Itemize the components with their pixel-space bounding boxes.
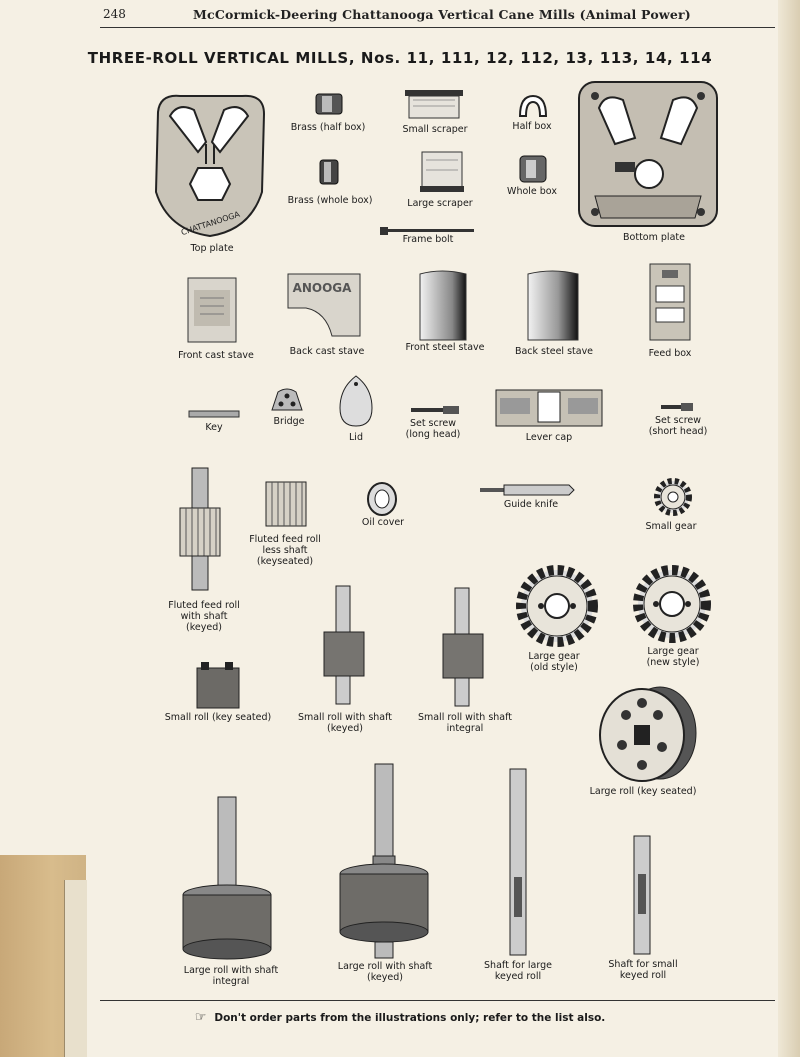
large-roll-shaft-keyed-illustration	[336, 762, 432, 960]
label-large-roll-shaft-integral: Large roll with shaft integral	[183, 965, 279, 987]
label-whole-box: Whole box	[507, 186, 557, 197]
half-box-illustration	[516, 94, 550, 118]
label-small-roll-key-seated: Small roll (key seated)	[164, 712, 272, 723]
back-steel-stave-illustration	[526, 268, 580, 342]
small-roll-shaft-integral-illustration	[441, 586, 485, 708]
label-feed-box: Feed box	[648, 348, 692, 359]
footer-note	[0, 1010, 800, 1025]
label-fluted-less-shaft: Fluted feed roll less shaft (keyseated)	[249, 534, 321, 567]
shaft-small-keyed-roll-illustration	[630, 834, 654, 956]
fluted-feed-roll-with-shaft-illustration	[178, 466, 222, 592]
small-scraper-illustration	[403, 88, 465, 120]
large-roll-shaft-integral-illustration	[180, 795, 274, 961]
label-shaft-small-keyed-roll: Shaft for small keyed roll	[608, 959, 678, 981]
footer-note-text: Don't order parts from the illustrations only; refer to the list also.	[214, 1012, 606, 1024]
label-large-gear-new: Large gear (new style)	[646, 646, 700, 668]
large-roll-key-seated-illustration	[596, 685, 700, 783]
label-small-roll-shaft-integral: Small roll with shaft integral	[417, 712, 513, 734]
brass-whole-box-illustration	[318, 158, 340, 186]
set-screw-short-illustration	[660, 402, 696, 412]
front-cast-stave-illustration	[186, 276, 238, 344]
label-set-screw-long: Set screw (long head)	[405, 418, 461, 440]
fluted-feed-roll-less-shaft-illustration	[264, 478, 308, 528]
label-large-roll-shaft-keyed: Large roll with shaft (keyed)	[337, 961, 433, 983]
pointing-hand-icon: ☞	[194, 1010, 207, 1025]
guide-knife-illustration	[479, 483, 575, 497]
label-frame-bolt: Frame bolt	[402, 234, 454, 245]
small-roll-key-seated-illustration	[195, 660, 241, 710]
lid-illustration	[338, 374, 374, 428]
label-small-scraper: Small scraper	[402, 124, 468, 135]
large-scraper-illustration	[418, 150, 466, 194]
back-cast-stave-illustration	[286, 272, 362, 338]
large-gear-new-illustration	[630, 562, 714, 646]
brass-half-box-illustration	[314, 92, 344, 116]
scan-right-edge	[778, 0, 800, 1057]
label-key: Key	[205, 422, 223, 433]
label-large-roll-key-seated: Large roll (key seated)	[589, 786, 697, 797]
label-set-screw-short: Set screw (short head)	[648, 415, 708, 437]
scan-page-edge	[64, 880, 87, 1057]
lever-cap-illustration	[494, 386, 604, 430]
label-back-steel-stave: Back steel stave	[514, 346, 594, 357]
label-small-roll-shaft-keyed: Small roll with shaft (keyed)	[297, 712, 393, 734]
large-gear-old-illustration	[513, 562, 601, 650]
section-title: THREE-ROLL VERTICAL MILLS, Nos. 11, 111, 12, 112, 13, 113, 14, 114	[87, 49, 713, 67]
label-top-plate: Top plate	[190, 243, 234, 254]
label-bottom-plate: Bottom plate	[623, 232, 685, 243]
label-brass-whole-box: Brass (whole box)	[287, 195, 373, 206]
label-back-cast-stave: Back cast stave	[289, 346, 365, 357]
top-plate-illustration	[150, 92, 270, 240]
front-steel-stave-illustration	[418, 268, 468, 342]
label-lid: Lid	[349, 432, 363, 443]
bottom-plate-illustration	[575, 78, 721, 230]
footer-rule	[100, 1000, 775, 1001]
label-large-scraper: Large scraper	[407, 198, 473, 209]
label-front-cast-stave: Front cast stave	[178, 350, 254, 361]
whole-box-illustration	[518, 154, 548, 184]
label-guide-knife: Guide knife	[503, 499, 559, 510]
running-title: McCormick-Deering Chattanooga Vertical Cane Mills (Animal Power)	[193, 7, 691, 22]
top-plate-stamp: CHATTANOOGA	[179, 209, 241, 238]
small-roll-shaft-keyed-illustration	[322, 584, 366, 706]
label-brass-half-box: Brass (half box)	[290, 122, 366, 133]
back-cast-stave-stamp: ANOOGA	[292, 281, 352, 295]
label-front-steel-stave: Front steel stave	[405, 342, 485, 353]
shaft-large-keyed-roll-illustration	[505, 767, 531, 957]
label-bridge: Bridge	[273, 416, 305, 427]
feed-box-illustration	[648, 262, 692, 342]
header-rule	[100, 27, 775, 28]
small-gear-illustration	[650, 474, 696, 520]
label-shaft-large-keyed-roll: Shaft for large keyed roll	[484, 960, 552, 982]
label-large-gear-old: Large gear (old style)	[528, 651, 580, 673]
page-number: 248	[103, 7, 126, 21]
key-illustration	[188, 409, 240, 419]
label-oil-cover: Oil cover	[361, 517, 405, 528]
label-lever-cap: Lever cap	[525, 432, 573, 443]
bridge-illustration	[270, 386, 304, 412]
label-half-box: Half box	[512, 121, 552, 132]
set-screw-long-illustration	[410, 405, 460, 415]
oil-cover-illustration	[366, 481, 398, 517]
label-fluted-with-shaft: Fluted feed roll with shaft (keyed)	[168, 600, 240, 633]
label-small-gear: Small gear	[645, 521, 697, 532]
